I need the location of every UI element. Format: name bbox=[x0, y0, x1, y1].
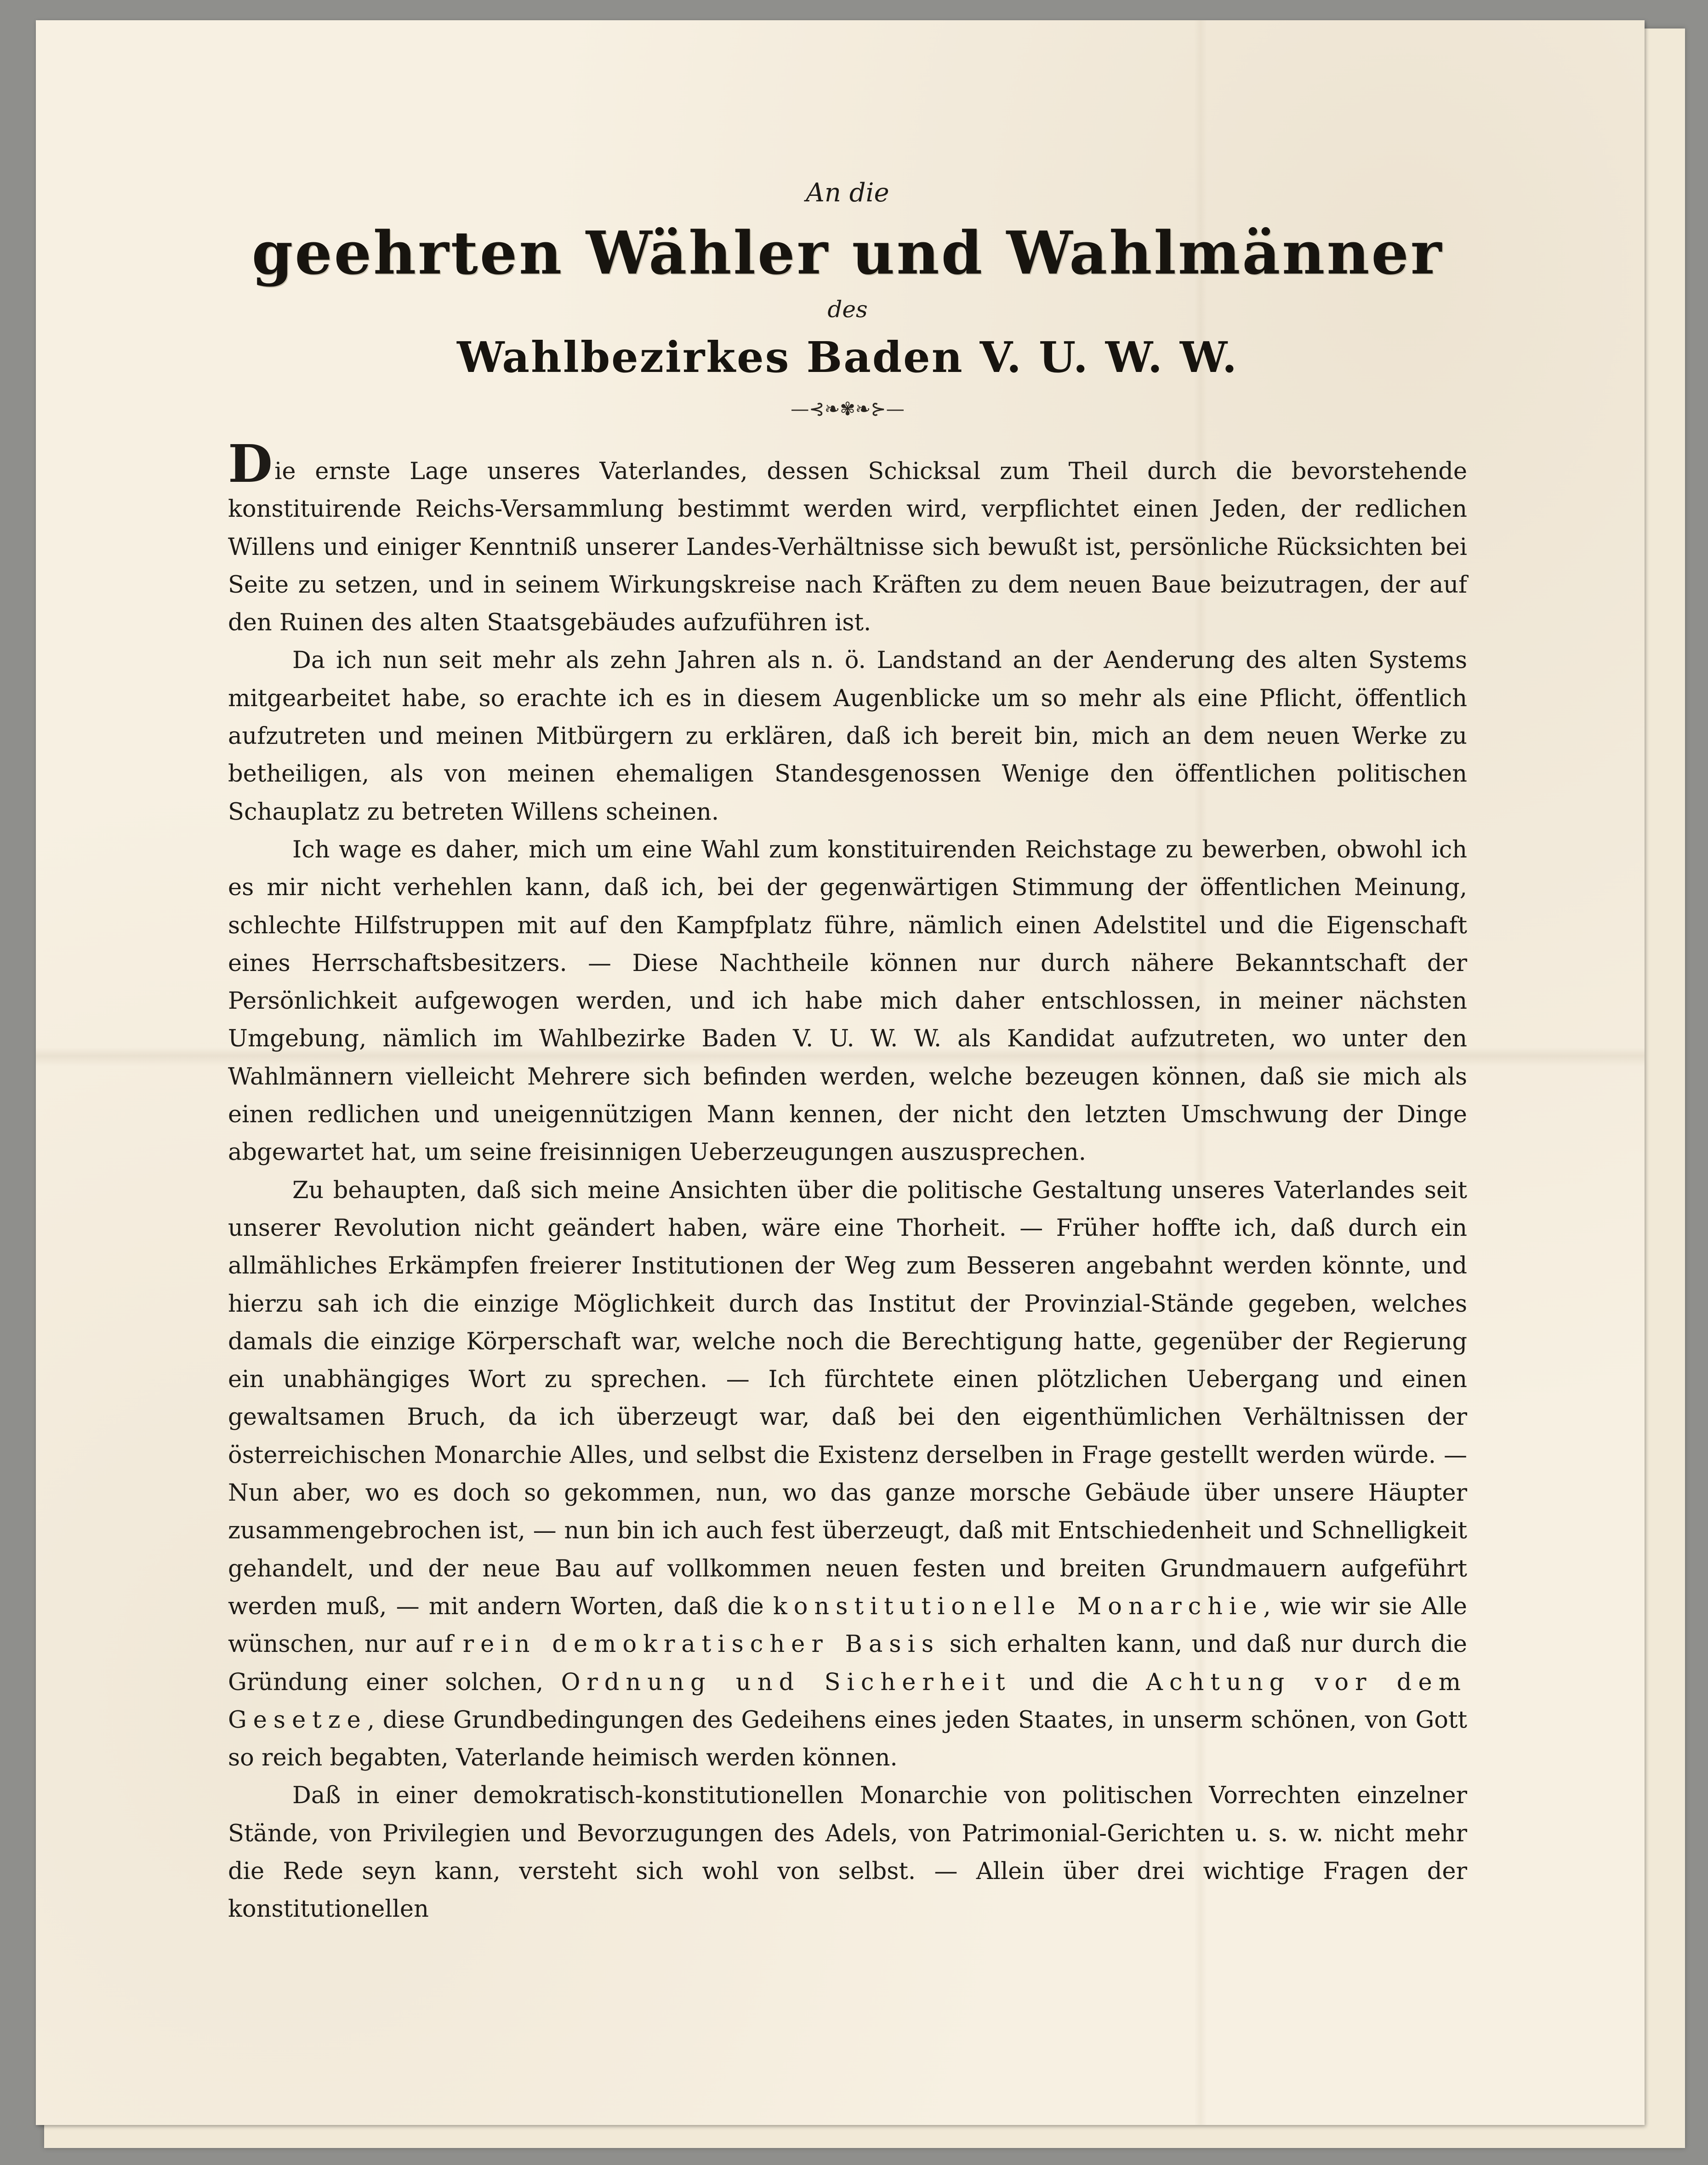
heading-an-die: An die bbox=[806, 178, 889, 208]
paragraph-3: Ich wage es daher, mich um eine Wahl zum konstituirenden Reichstage zu bewerben, obwohl ich es mir nicht verhehlen kann, daß ich, bei der gegenwärtigen Stimmung der öffentlichen Meinung, schlechte Hilfstruppen mit auf den Kampfplatz führe, nämlich einen Adelstitel und die Eigenschaft eines Herrschaftsbesitzers. — Diese Nachtheile können nur durch nähere Bekanntschaft der Persönlichkeit aufgewogen werden, und ich habe mich daher entschlossen, in meiner nächsten Umgebung, nämlich im Wahlbezirke Baden V. U. W. W. als Kandidat aufzutreten, wo unter den Wahlmännern vielleicht Mehrere sich befinden werden, welche bezeugen können, daß sie mich als einen redlichen und uneigennützigen Mann kennen, der nicht den letzten Umschwung der Dinge abgewartet hat, um seine freisinnigen Ueberzeugungen auszusprechen. bbox=[228, 836, 1467, 1166]
paragraph-2: Da ich nun seit mehr als zehn Jahren als n. ö. Landstand an der Aenderung des alten Systems mitgearbeitet habe, so erachte ich es in diesem Augenblicke um so mehr als eine Pflicht, öffentlich aufzutreten und meinen Mitbürgern zu erklären, daß ich bereit bin, mich an dem neuen Werke zu betheiligen, als von meinen ehemaligen Standesgenossen Wenige den öffentlichen politischen Schauplatz zu betreten Willens scheinen. bbox=[228, 647, 1467, 826]
page-title: geehrten Wähler und Wahlmänner bbox=[251, 219, 1444, 288]
paragraph-4-text-d: und die bbox=[1029, 1668, 1128, 1696]
document-content bbox=[228, 175, 1467, 1929]
paragraph-1 bbox=[228, 434, 1467, 642]
paragraph-4 bbox=[228, 1172, 1467, 1777]
district-heading: Wahlbezirkes Baden V. U. W. W. bbox=[457, 332, 1238, 382]
paragraph-4-text-a: Zu behaupten, daß sich meine Ansichten über die politische Gestaltung unseres Vaterlandes seit unserer Revolution nicht geändert haben, wäre eine Thorheit. — Früher hoffte ich, daß durch ein allmähliches Erkämpfen freierer Institutionen der Weg zum Besseren angebahnt werden könnte, und hierzu sah ich die einzige Möglichkeit durch das Institut der Provinzial-Stände gegeben, welches damals die einzige Körperschaft war, welche noch die Berechtigung hatte, gegenüber der Regierung ein unabhängiges Wort zu sprechen. — Ich fürchtete einen plötzlichen Uebergang und einen gewaltsamen Bruch, da ich überzeugt war, daß bei den eigenthümlichen Verhältnissen der österreichischen Monarchie Alles, und selbst die Existenz derselben in Frage gestellt werden würde. — Nun aber, wo es doch so gekommen, nun, wo das ganze morsche Gebäude über unsere Häupter zusammengebrochen ist, — nun bin ich auch fest überzeugt, daß mit Entschiedenheit und Schnelligkeit gehandelt, und der neue Bau auf vollkommen neuen festen und breiten Grundmauern aufgeführt werden muß, — mit andern Worten, daß die bbox=[228, 1177, 1467, 1620]
emphasis-rein-demokratischer-basis: rein demokratischer Basis bbox=[462, 1631, 940, 1658]
paragraph-4-text-e: , diese Grundbedingungen des Gedeihens eines jeden Staates, in unserm schönen, von Gott so reich begabten, Vaterlande heimisch werden können. bbox=[228, 1706, 1467, 1772]
heading-des: des bbox=[827, 296, 868, 323]
emphasis-konstitutionelle-monarchie: konstitutionelle Monarchie bbox=[773, 1593, 1264, 1620]
paragraph-4-text-c: sich erhalten kann, und daß nur durch die Gründung einer solchen, bbox=[228, 1631, 1467, 1696]
paragraph-4-text-b: , wie wir sie Alle wünschen, nur auf bbox=[228, 1593, 1467, 1658]
body-text bbox=[228, 434, 1468, 1929]
paragraph-5: Daß in einer demokratisch-konstitutionellen Monarchie von politischen Vorrechten einzelner Stände, von Privilegien und Bevorzugungen des Adels, von Patrimonial-Gerichten u. s. w. nicht mehr die Rede seyn kann, versteht sich wohl von selbst. — Allein über drei wichtige Fragen der konstitutionellen bbox=[228, 1782, 1467, 1923]
drop-cap: D bbox=[228, 434, 273, 494]
paragraph-1-text: ie ernste Lage unseres Vaterlandes, dessen Schicksal zum Theil durch die bevorstehende konstituirende Reichs-Versammlung bestimmt werden wird, verpflichtet einen Jeden, der redlichen Willens und einiger Kenntniß unserer Landes-Verhältnisse sich bewußt ist, persönliche Rücksichten bei Seite zu setzen, und in seinem Wirkungskreise nach Kräften zu dem neuen Baue beizutragen, der auf den Ruinen des alten Staatsgebäudes aufzuführen ist. bbox=[228, 458, 1467, 637]
emphasis-achtung-vor-dem-gesetze: Achtung vor dem Gesetze bbox=[228, 1668, 1468, 1734]
ornament-divider: —⊰❧✾❧⊱— bbox=[791, 399, 905, 420]
emphasis-ordnung-und-sicherheit: Ordnung und Sicherheit bbox=[561, 1668, 1012, 1696]
